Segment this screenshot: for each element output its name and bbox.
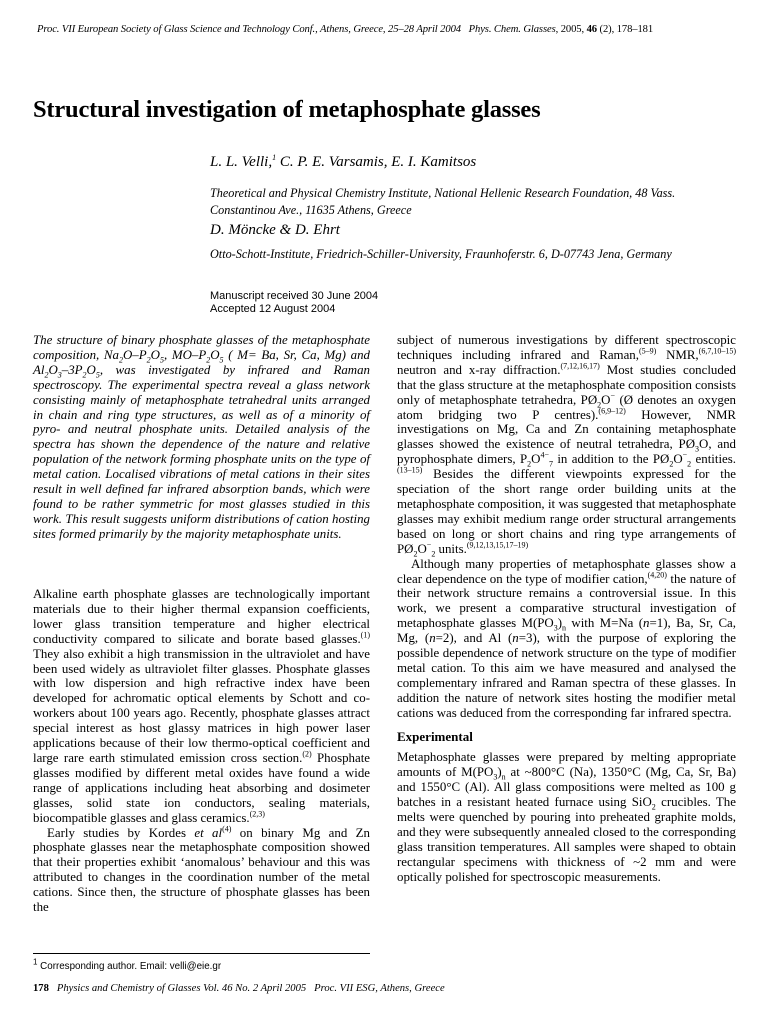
header-journal: Phys. Chem. Glasses	[468, 24, 556, 35]
experimental-paragraph: Metaphosphate glasses were prepared by melting appropriate amounts of $M(PO_3)_n$ at ~800°C (Na), 1350°C (Mg, Ca, Sr, Ba) and 1550°C (Al). All glass compositions were melted as 100 g batches in a resistant heated furnace using SiO$_2$ crucibles. The melts were quenched by pouring into preheated graphite molds, and they were subsequently annealed closed to the corresponding glass transition temperatures. All samples were shaped to obtain rectangular specimens with thickness of ~2 mm and were optically polished for spectroscopic measurements.	[397, 750, 736, 884]
footnote	[33, 957, 222, 972]
intro-paragraph-3: subject of numerous investigations by different spectroscopic techniques including infrared and Raman,$^{(5-9)}$ NMR,$^{(6,7,10-15)}$ neutron and x-ray diffraction.$^{(7,12,16,17)}$ Most studies concluded that the glass structure at the metaphosphate composition consists only of metaphosphate tetrahedra, $PØ_2O^-$ (Ø denotes an oxygen atom bridging two P centres).$^{(6,9-12)}$ However, NMR investigations on Mg, Ca and Zn containing metaphosphate glasses showed the existence of neutral tetrahedra, $PØ_3O$, and pyrophosphate dimers, $P_2O^{4-}_7$ in addition to the $PØ_2O^-_2$ entities.$^{(13-15)}$ Besides the different viewpoints expressed for the speciation of the short range order building units at the metaphosphate composition, it was suggested that metaphosphate glasses may exhibit medium range order structural arrangements based on long or short chains and ring type arrangements of $PØ_2O^-_2$ units.$^{(9,12,13,15,17-19)}$	[397, 333, 737, 559]
author-velli: L. L. Velli,	[210, 154, 273, 170]
authors-varsamis-kamitsos: C. P. E. Varsamis, E. I. Kamitsos	[276, 154, 477, 170]
manuscript-dates	[210, 290, 740, 316]
abstract	[33, 333, 370, 542]
header-volume: 46	[586, 24, 597, 35]
institution-1: Theoretical and Physical Chemistry Institute, National Hellenic Research Foundation, 48 Vass. Constantinou Ave., 11635 Athens, Greece	[210, 186, 676, 217]
intro-paragraph-1: Alkaline earth phosphate glasses are technologically important materials due to their higher thermal expansion coefficients, lower glass transition temperature and higher electrical conductivity compared to silicate and borate based glasses.$^{(1)}$ They also exhibit a high transmission in the ultraviolet and have been used widely as ultraviolet filter glasses. Phosphate glasses with low dispersion and high refractive index have been developed for achromatic optical elements by Schott and co-workers about 100 years ago. Recently, phosphate glasses attract special interest as host glassy matrices in high power laser applications because of their low thermo-optical coefficient and large rare earth stimulated emission cross section.$^{(2)}$ Phosphate glasses modified by different metal oxides have found a wide range of applications including heat absorbing and dosimeter glasses, solid state ion conductors, sealing materials, biocompatible glasses and glass ceramics.$^{(2,3)}$	[33, 587, 371, 825]
abstract-text: The structure of binary phosphate glasses of the metaphosphate composition, $Na_2O-P_2O_5$, $MO-P_2O_5$ ( M= Ba, Sr, Ca, Mg) and $Al_2O_3-3P_2O_5$, was investigated by infrared and Raman spectroscopy. The experimental spectra reveal a glass network consisting mainly of metaphosphate tetrahedral units arranged in chain and ring type structures, as well as of a minority of pyro- and neutral phosphate units. Detailed analysis of the spectra has shown the dependence of the nature and relative population of the network forming phosphate units on the type of metal cation. Localised vibrations of metal cations in their sites result in well defined far infrared absorption bands, which were found to be rather symmetric for most glasses studied in this work. This result suggests uniform distributions of cation hosting sites formed primarily by the majority metaphosphate units.	[33, 333, 371, 541]
footer-journal: Physics and Chemistry of Glasses Vol. 46 No. 2 April 2005	[56, 983, 307, 994]
footnote-text: Corresponding author. Email: velli@eie.gr	[37, 961, 222, 972]
header-issue-pages: (2), 178–181	[597, 24, 654, 35]
footnote-mark: 1	[33, 957, 38, 967]
header-year: , 2005,	[555, 24, 587, 35]
header-conference: Proc. VII European Society of Glass Science and Technology Conf., Athens, Greece, 25–28 April 2004	[37, 24, 461, 35]
intro-paragraph-4: Although many properties of metaphosphate glasses show a clear dependence on the type of modifier cation,$^{(4,20)}$ the nature of their network structure remains a controversial issue. In this work, we present a comparative structural investigation of metaphosphate glasses $M(PO_3)_n$ with M=Na (n=1), Ba, Sr, Ca, Mg, (n=2), and Al (n=3), with the purpose of exploring the possible dependence of network structure on the type of modifier metal cation. To this aim we have measured and analysed the complementary infrared and Raman spectra of these glasses. In addition the nature of network sites hosting the modifier metal cations was deduced from the corresponding far infrared spectra.	[397, 556, 736, 720]
institution-2: Otto-Schott-Institute, Friedrich-Schiller-University, Fraunhoferstr. 6, D-07743 Jena, Germany	[210, 247, 672, 261]
intro-paragraph-2: Early studies by Kordes et $al^{(4)}$ on binary Mg and Zn phosphate glasses near the metaphosphate composition showed that their properties exhibit ‘anomalous’ behaviour and this was attributed to changes in the coordination number of the metal cations. Since then, the structure of phosphate glasses has been the	[33, 824, 370, 915]
body-column-left	[33, 587, 370, 915]
footer-conference: Proc. VII ESG, Athens, Greece	[314, 983, 445, 994]
page-footer	[33, 983, 445, 994]
paper-title: Structural investigation of metaphosphate glasses	[33, 96, 541, 123]
received-date: Manuscript received 30 June 2004	[210, 290, 379, 302]
authors-group-2: D. Möncke & D. Ehrt	[210, 222, 340, 238]
author-footnote-mark: 1	[272, 153, 277, 162]
footnote-divider	[33, 953, 370, 954]
section-heading-experimental: Experimental	[397, 728, 473, 744]
accepted-date: Accepted 12 August 2004	[210, 303, 336, 315]
running-header	[37, 24, 737, 35]
page-number: 178	[33, 983, 49, 994]
body-column-right	[397, 333, 736, 885]
authors-group-1	[210, 154, 740, 171]
